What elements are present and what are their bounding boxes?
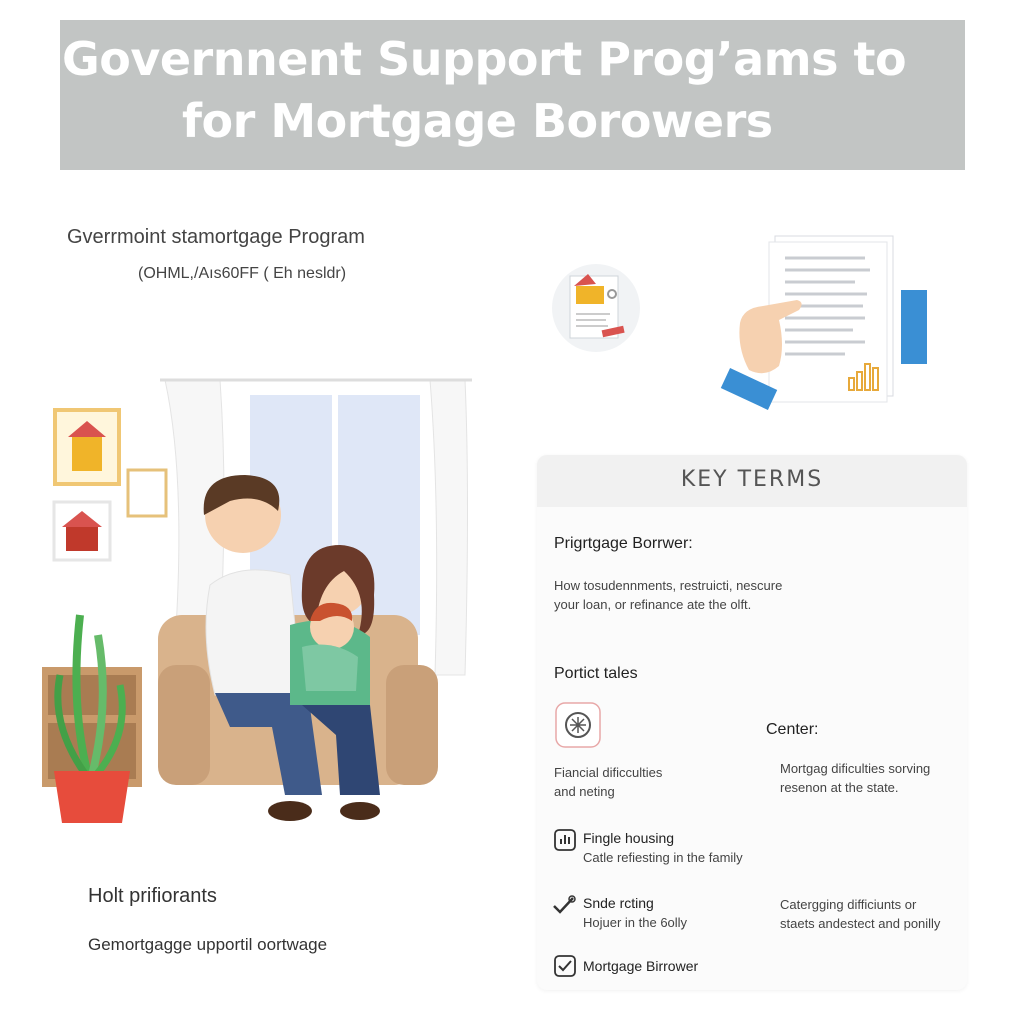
hand-holding-document-illustration: [715, 228, 935, 428]
title-banner: [60, 20, 965, 170]
term-heading: Prigrtgage Borrwer:: [554, 535, 693, 552]
seal-icon: [555, 702, 601, 748]
item-subtitle-snde-rcting: Hojuer in the 6olly: [583, 915, 688, 930]
center-label: Center:: [766, 721, 819, 738]
bottom-heading: Holt prifiorants: [88, 885, 217, 907]
item-title-fingle-housing: Fingle housing: [583, 830, 675, 846]
term-description-line-2: your loan, or refinance ate the olft.: [554, 597, 752, 612]
section-heading: Portict tales: [554, 665, 638, 682]
left-column-line-2: and neting: [554, 784, 615, 799]
program-title: Gverrmoint stamortgage Program: [67, 226, 365, 248]
item-title-snde-rcting: Snde rcting: [583, 895, 654, 911]
item-subtitle-fingle-housing: Catle refiesting in the family: [583, 850, 743, 865]
item-right-line-2: staets andestect and ponilly: [780, 916, 941, 931]
right-column-line-2: resenon at the state.: [780, 780, 899, 795]
program-subtitle: (OHML,/Aıs60FF ( Eh nesldr): [138, 265, 347, 282]
left-column-line-1: Fiancial dificculties: [554, 765, 663, 780]
checkmark-icon: [551, 894, 577, 916]
document-circle-icon: [550, 262, 642, 354]
key-terms-header: [537, 455, 967, 507]
bottom-text: Gemortgagge upportil oortwage: [88, 935, 328, 954]
item-title-mortgage-borrower: Mortgage Birrower: [583, 958, 699, 974]
term-description-line-1: How tosudennments, restruicti, nescure: [554, 578, 783, 593]
chart-icon: [554, 829, 576, 851]
right-column-line-1: Mortgag dificulties sorving: [780, 761, 931, 776]
key-terms-title: KEY TERMS: [680, 467, 824, 492]
banner-title-line-1: Governnent Support Prog’ams to: [62, 32, 907, 86]
item-right-line-1: Catergging difficiunts or: [780, 897, 917, 912]
key-terms-card: [537, 455, 967, 990]
family-sofa-illustration: [40, 375, 480, 830]
checkbox-checked-icon[interactable]: [554, 955, 576, 977]
banner-title-line-2: for Mortgage Borowers: [182, 94, 773, 148]
